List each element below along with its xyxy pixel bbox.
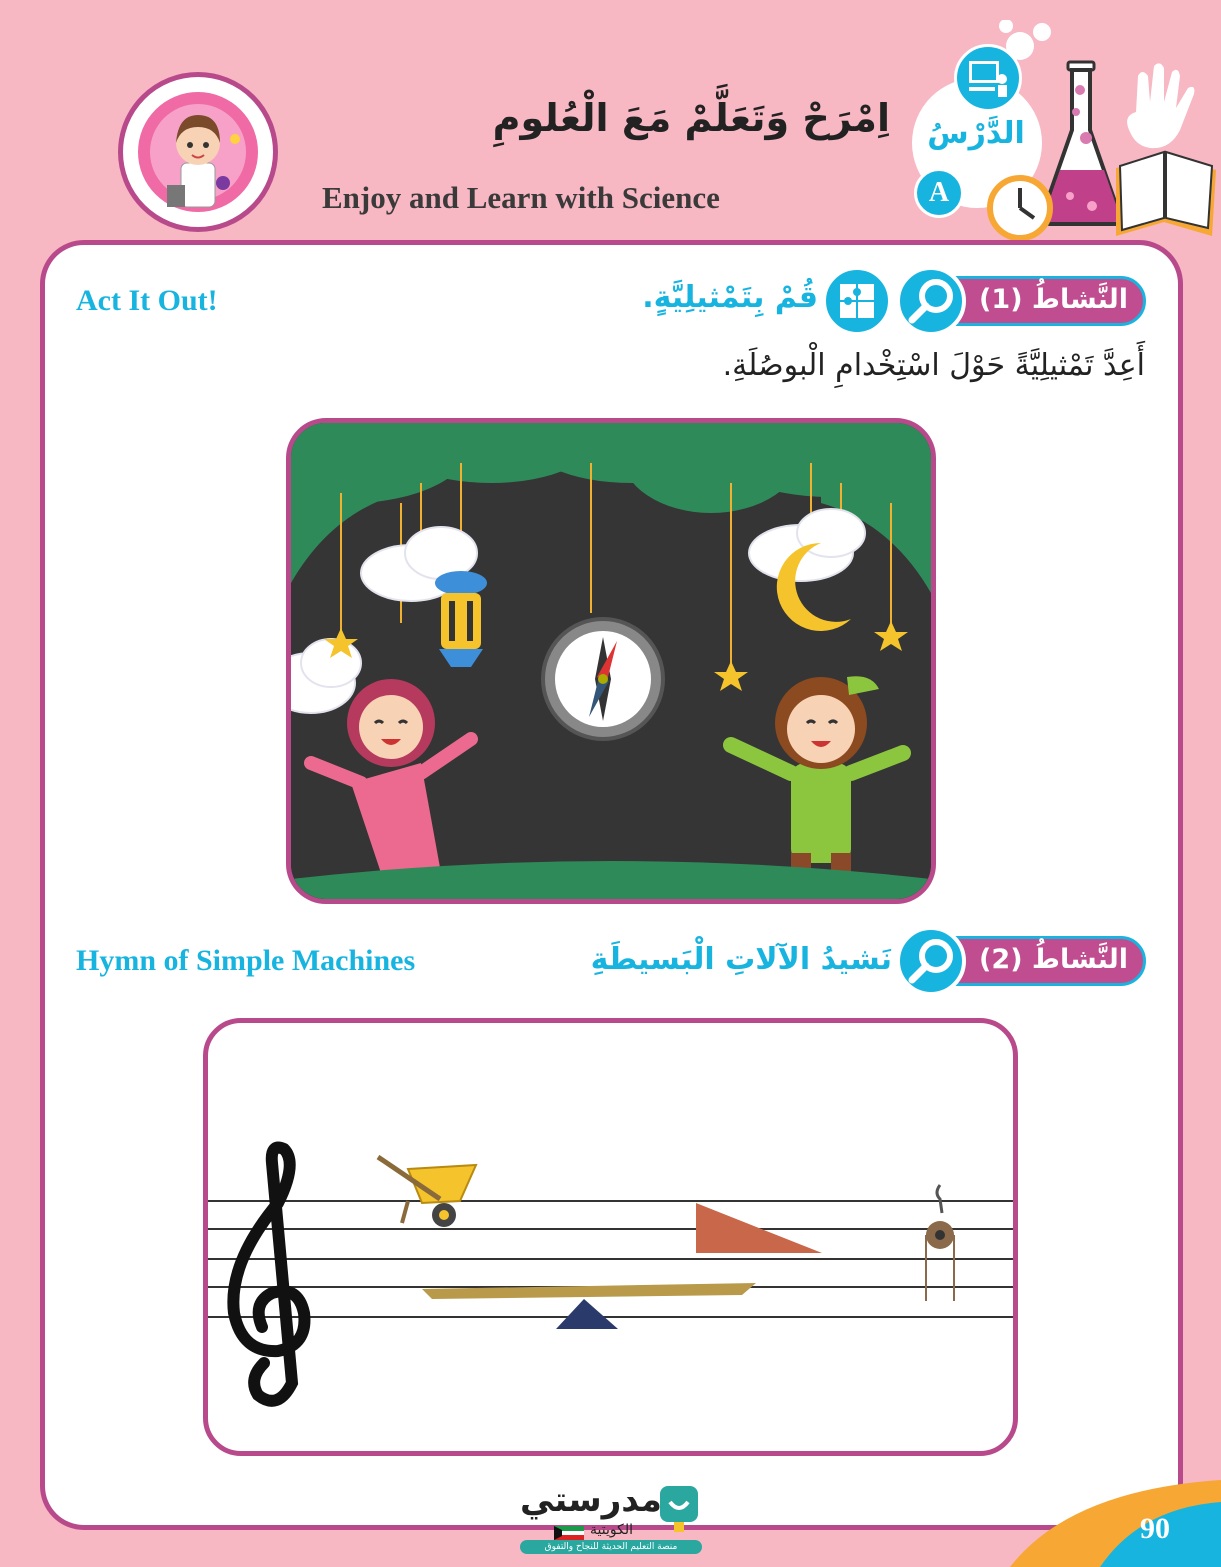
hand-icon — [1127, 63, 1194, 148]
lever-icon — [422, 1283, 756, 1329]
staff-lines — [208, 1201, 1013, 1317]
scientist-girl-icon — [123, 77, 273, 227]
puzzle-icon — [822, 266, 892, 336]
science-decoration — [980, 20, 1218, 242]
page-corner — [1010, 1480, 1221, 1567]
activity1-title-english: Act It Out! — [76, 284, 218, 317]
page-title-english: Enjoy and Learn with Science — [322, 180, 720, 215]
clock-icon — [990, 178, 1050, 238]
logo-tagline: منصة التعليم الحديثة للنجاح والتفوق — [520, 1540, 702, 1554]
kuwait-flag-icon — [554, 1526, 584, 1540]
scientist-avatar — [118, 72, 278, 232]
compass-icon — [543, 619, 663, 739]
logo-name: مدرستي — [520, 1480, 662, 1520]
madrasati-logo-icon — [656, 1484, 702, 1534]
bubble-icon — [999, 20, 1051, 60]
activity2-title-arabic: نَشيدُ الآلاتِ الْبَسيطَةِ — [590, 942, 892, 977]
stage-illustration — [286, 418, 936, 904]
magnifier-icon — [896, 266, 966, 336]
flask-icon — [1042, 62, 1121, 224]
logo-subtitle: الكويتية — [590, 1522, 633, 1538]
wheelbarrow-icon — [378, 1157, 476, 1227]
magnifier-icon — [896, 926, 966, 996]
page-title-arabic: اِمْرَحْ وَتَعَلَّمْ مَعَ الْعُلومِ — [492, 96, 890, 140]
activity1-badge-label: النَّشاطُ (1) — [979, 284, 1128, 315]
simple-machines-staff — [203, 1018, 1018, 1456]
lesson-letter-badge: A — [914, 168, 964, 218]
page-number: 90 — [1140, 1512, 1170, 1545]
activity1-instruction: أَعِدَّ تَمْثيلِيَّةً حَوْلَ اسْتِخْدامِ الْبوصُلَةِ. — [722, 348, 1145, 383]
pulley-icon — [926, 1185, 954, 1301]
book-icon — [1116, 152, 1216, 236]
lantern-icon — [435, 571, 487, 667]
activity2-badge-label: النَّشاطُ (2) — [979, 944, 1128, 975]
lesson-label: الدَّرْسُ — [927, 116, 1025, 151]
treble-clef-icon — [233, 1148, 304, 1401]
activity1-title-arabic: قُمْ بِتَمْثيلِيَّةٍ. — [642, 280, 818, 315]
activity2-title-english: Hymn of Simple Machines — [76, 944, 416, 977]
